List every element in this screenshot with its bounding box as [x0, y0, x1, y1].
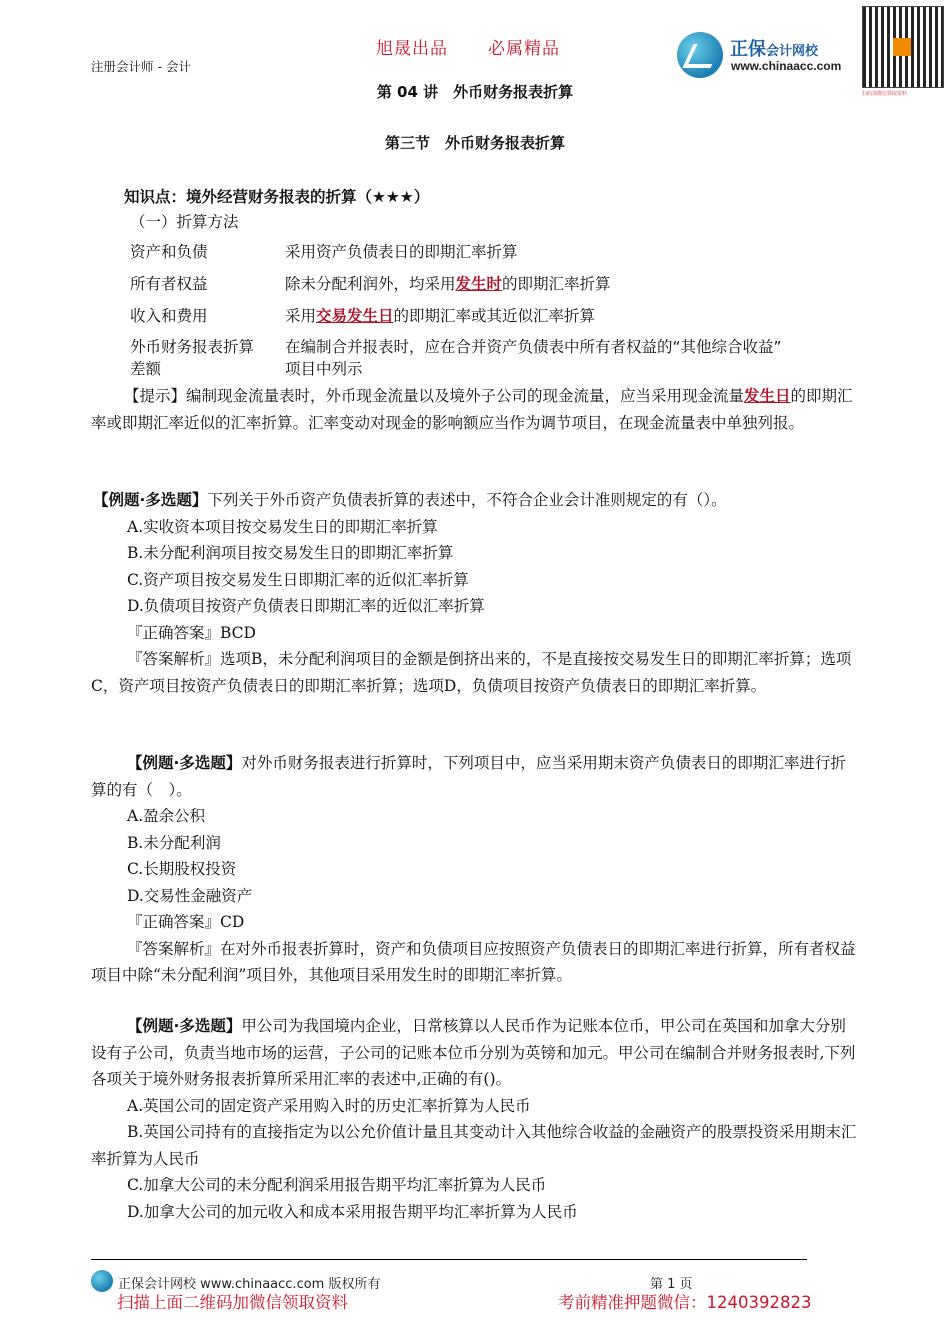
table-row-key: 收入和费用 [130, 307, 208, 325]
brand-tag-right: 必属精品 [488, 39, 560, 59]
option: B.未分配利润项目按交易发生日的即期汇率折算 [127, 544, 454, 562]
logo-url: www.chinaacc.com [731, 59, 842, 73]
answer: 『正确答案』CD [127, 913, 245, 931]
option: C.长期股权投资 [127, 860, 237, 878]
question-2: 【例题·多选题】对外币财务报表进行折算时，下列项目中，应当采用期末资产负债表日的即期汇率进行折算的有（ ）。 A.盈余公积 B.未分配利润 C.长期股权投资 D.交易性金融资产 『正确答案』CD 『答案解析』在对外币报表折算时，资产和负债项目应按照资产负债表日的即期汇率进行折算，所有者权益项目中除“未分配利润”项目外，其他项目采用发生时的即期汇率折算。 [91, 750, 861, 989]
table-row-value: 采用资产负债表日的即期汇率折算 [285, 243, 518, 261]
course-name: 注册会计师 - 会计 [91, 59, 191, 74]
page-number: 第 1 页 [650, 1277, 693, 1292]
option: A.英国公司的固定资产采用购入时的历史汇率折算为人民币 [127, 1096, 531, 1115]
option: A.盈余公积 [127, 807, 206, 825]
option: B.英国公司持有的直接指定为以公允价值计量且其变动计入其他综合收益的金融资产的股票投资采用期末汇率折算为人民币 [91, 1123, 857, 1168]
option: D.加拿大公司的加元收入和成本采用报告期平均汇率折算为人民币 [127, 1202, 578, 1221]
footer-divider [91, 1259, 807, 1260]
option: D.交易性金融资产 [127, 886, 253, 905]
promo-left: 扫描上面二维码加微信领取资料 [117, 1293, 348, 1312]
analysis: 『答案解析』选项B，未分配利润项目的金额是倒挤出来的，不是直接按交易发生日的即期汇率折算；选项C，资产项目按资产负债表日的即期汇率折算；选项D，负债项目按资产负债表日的即期汇率折算。 [91, 650, 852, 695]
table-row-value: 在编制合并报表时，应在合并资产负债表中所有者权益的“其他综合收益” 项目中列示 [285, 338, 782, 378]
highlight-term: 交易发生日 [316, 307, 394, 325]
table-row-key: 所有者权益 [130, 275, 208, 293]
option: A.实收资本项目按交易发生日的即期汇率折算 [127, 517, 438, 536]
lecture-title: 第 04 讲 外币财务报表折算 [376, 83, 574, 101]
answer: 『正确答案』BCD [127, 623, 256, 642]
knowledge-point-title: 知识点：境外经营财务报表的折算（★★★） [124, 188, 430, 206]
method-heading: （一）折算方法 [130, 213, 239, 231]
table-row-value: 采用交易发生日的即期汇率或其近似汇率折算 [285, 307, 596, 325]
highlight-term: 发生时 [455, 275, 503, 293]
table-row-key: 外币财务报表折算 差额 [130, 338, 255, 378]
option: B.未分配利润 [127, 833, 221, 852]
footer-copyright: 正保会计网校 www.chinaacc.com 版权所有 [118, 1277, 381, 1292]
highlight-term: 发生日 [744, 387, 791, 405]
qr-badge-icon [893, 38, 911, 56]
brand-tags [376, 34, 560, 59]
option: D.负债项目按资产负债表日即期汇率的近似汇率折算 [127, 597, 485, 615]
analysis: 『答案解析』在对外币报表折算时，资产和负债项目应按照资产负债表日的即期汇率进行折算，所有者权益项目中除“未分配利润”项目外，其他项目采用发生时的即期汇率折算。 [91, 939, 856, 984]
table-row-key: 资产和负债 [130, 243, 208, 261]
option: C.加拿大公司的未分配利润采用报告期平均汇率折算为人民币 [127, 1176, 547, 1194]
table-row-value: 除未分配利润外，均采用发生时的即期汇率折算 [285, 275, 611, 293]
section-title: 第三节 外币财务报表折算 [384, 134, 565, 152]
question-3: 【例题·多选题】甲公司为我国境内企业，日常核算以人民币作为记账本位币，甲公司在英国和加拿大分别设有子公司，负责当地市场的运营，子公司的记账本位币分别为英镑和加元。甲公司在编制合并财务报表时,下列各项关于境外财务报表折算所采用汇率的表述中,正确的有()。 A.英国公司的固定资产采用购入时的历史汇率折算为人民币 B.英国公司持有的直接指定为以公允价值计量且其变动计入其他综合收益的金融资产的股票投资采用期末汇率折算为人民币 C.加拿大公司的未分配利润采用报告期平均汇率折算为人民币 D.加拿大公司的加元收入和成本采用报告期平均汇率折算为人民币 [91, 1013, 861, 1225]
promo-right: 考前精准押题微信：1240392823 [558, 1293, 812, 1312]
logo-title: 正保会计网校 [730, 39, 819, 60]
brand-tag-left: 旭晟出品 [376, 39, 448, 59]
chinaacc-logo-icon [677, 32, 723, 78]
qr-caption: 扫码加微信领取资料 [862, 91, 908, 97]
question-1: 【例题·多选题】下列关于外币资产负债表折算的表述中，不符合企业会计准则规定的有（）。 A.实收资本项目按交易发生日的即期汇率折算 B.未分配利润项目按交易发生日的即期汇率折算 C.资产项目按交易发生日即期汇率的近似汇率折算 D.负债项目按资产负债表日即期汇率的近似汇率折算 『正确答案』BCD 『答案解析』选项B，未分配利润项目的金额是倒挤出来的，不是直接按交易发生日的即期汇率折算；选项C，资产项目按资产负债表日的即期汇率折算；选项D，负债项目按资产负债表日的即期汇率折算。 [91, 487, 861, 699]
option: C.资产项目按交易发生日即期汇率的近似汇率折算 [127, 570, 469, 589]
footer-logo-icon [91, 1270, 113, 1292]
tip-paragraph: 【提示】编制现金流量表时，外币现金流量以及境外子公司的现金流量，应当采用现金流量发生日的即期汇率或即期汇率近似的汇率折算。汇率变动对现金的影响额应当作为调节项目，在现金流量表中单独列报。 [91, 387, 853, 432]
